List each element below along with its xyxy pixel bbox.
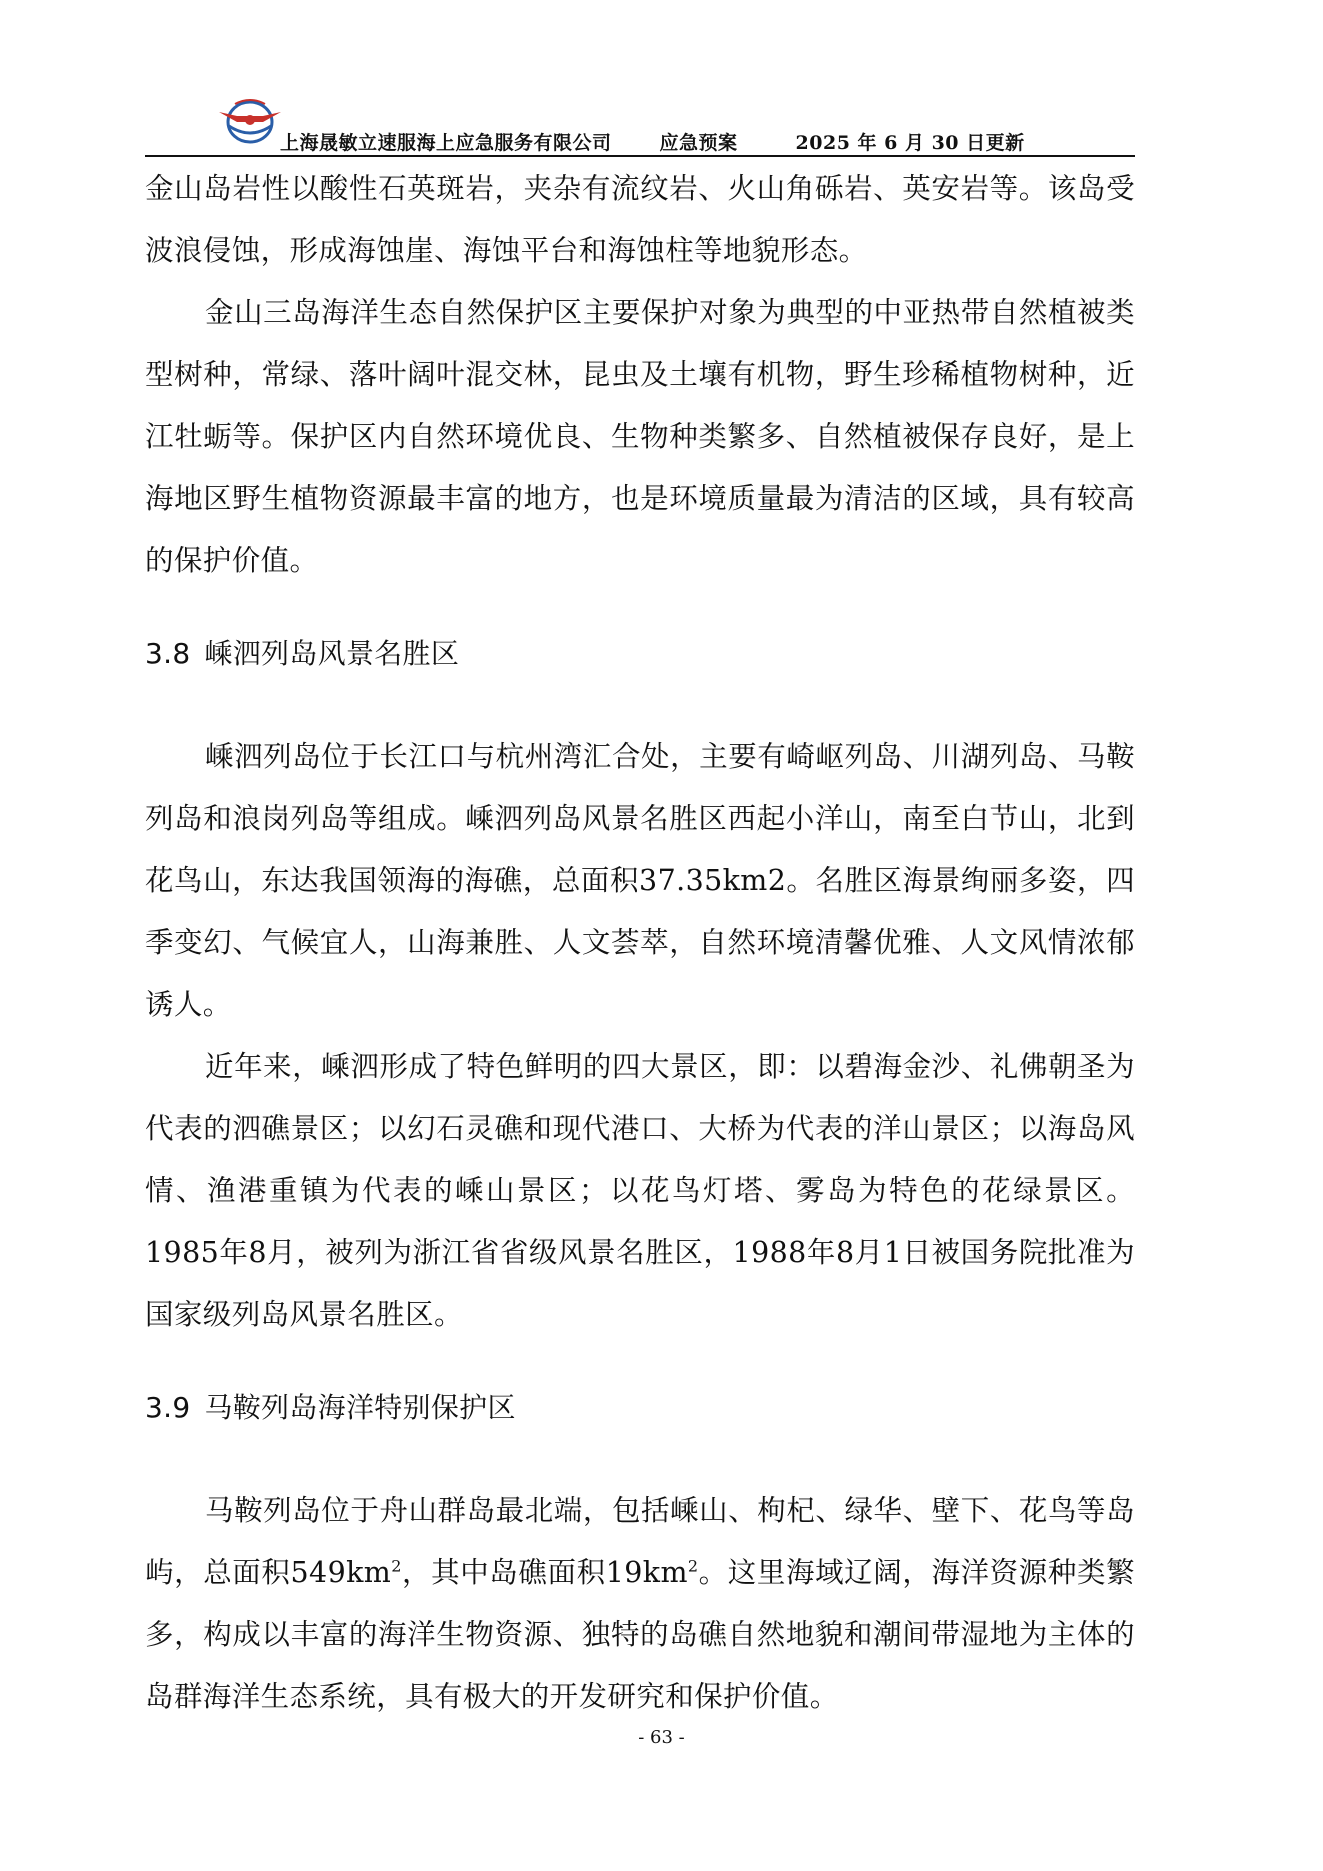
header-line (280, 128, 1025, 155)
text-run: 马鞍列岛位于舟山群岛最北端，包括嵊山、枸杞、绿华、壁下、花鸟等岛屿，总面积549km (145, 1494, 1135, 1589)
text-run: 。这里海域辽阔，海洋资源种类繁多，构成以丰富的海洋生物资源、独特的岛礁自然地貌和潮间带湿地为主体的岛群海洋生态系统，具有极大的开发研究和保护价值。 (145, 1556, 1135, 1713)
section-title: 马鞍列岛海洋特别保护区 (204, 1391, 516, 1424)
company-emblem-icon (215, 92, 285, 150)
section-title: 嵊泗列岛风景名胜区 (204, 637, 460, 670)
header-doc-type: 应急预案 (659, 132, 738, 154)
section-number: 3.9 (145, 1391, 191, 1424)
section-number: 3.8 (145, 637, 191, 670)
page-header (145, 92, 1135, 154)
superscript: 2 (391, 1556, 402, 1576)
page-body (145, 158, 1135, 1728)
header-rule (145, 155, 1135, 157)
paragraph: 近年来，嵊泗形成了特色鲜明的四大景区，即：以碧海金沙、礼佛朝圣为代表的泗礁景区；以幻石灵礁和现代港口、大桥为代表的洋山景区；以海岛风情、渔港重镇为代表的嵊山景区；以花鸟灯塔、雾岛为特色的花绿景区。1985年8月，被列为浙江省省级风景名胜区，1988年8月1日被国务院批准为国家级列岛风景名胜区。 (145, 1050, 1135, 1331)
text-run: ，其中岛礁面积19km (401, 1556, 688, 1589)
header-company: 上海晟敏立速服海上应急服务有限公司 (280, 132, 612, 154)
page-number: - 63 - (638, 1727, 685, 1748)
section-heading-3-8 (145, 634, 1135, 674)
paragraph: 嵊泗列岛位于长江口与杭州湾汇合处，主要有崎岖列岛、川湖列岛、马鞍列岛和浪岗列岛等组成。嵊泗列岛风景名胜区西起小洋山，南至白节山，北到花鸟山，东达我国领海的海礁，总面积37.35km2。名胜区海景绚丽多姿，四季变幻、气候宜人，山海兼胜、人文荟萃，自然环境清馨优雅、人文风情浓郁诱人。 (145, 740, 1135, 1021)
superscript: 2 (687, 1556, 699, 1576)
paragraph (145, 1480, 1135, 1728)
section-heading-3-9 (145, 1388, 1135, 1428)
header-updated: 2025 年 6 月 30 日更新 (795, 132, 1025, 154)
paragraph: 金山岛岩性以酸性石英斑岩，夹杂有流纹岩、火山角砾岩、英安岩等。该岛受波浪侵蚀，形成海蚀崖、海蚀平台和海蚀柱等地貌形态。 (145, 172, 1135, 267)
paragraph: 金山三岛海洋生态自然保护区主要保护对象为典型的中亚热带自然植被类型树种，常绿、落叶阔叶混交林，昆虫及土壤有机物，野生珍稀植物树种，近江牡蛎等。保护区内自然环境优良、生物种类繁多、自然植被保存良好，是上海地区野生植物资源最丰富的地方，也是环境质量最为清洁的区域，具有较高的保护价值。 (145, 296, 1135, 577)
